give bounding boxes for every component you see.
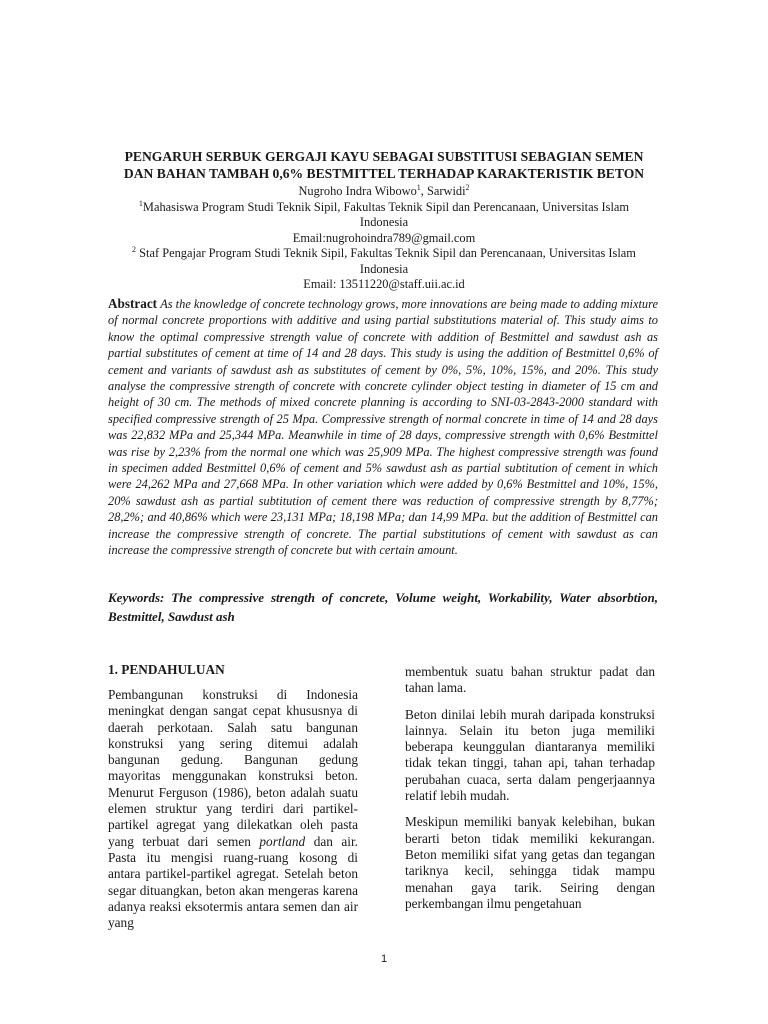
affiliation-2-text: Staf Pengajar Program Studi Teknik Sipil, Fakultas Teknik Sipil dan Perencanaan, Universitas Islam	[136, 246, 636, 260]
title-line-2: DAN BAHAN TAMBAH 0,6% BESTMITTEL TERHADAP KARAKTERISTIK BETON	[123, 166, 645, 181]
affiliation-2-country: Indonesia	[359, 261, 409, 276]
email-2: Email: 13511220@staff.uii.ac.id	[303, 277, 465, 291]
right-column	[405, 664, 655, 922]
intro-p1-italic: portland	[259, 833, 306, 849]
title-line-1: PENGARUH SERBUK GERGAJI KAYU SEBAGAI SUBSTITUSI SEBAGIAN SEMEN	[124, 149, 644, 164]
author-2-sup: 2	[465, 182, 470, 192]
affiliation-2	[96, 246, 672, 262]
left-column	[108, 662, 358, 939]
affiliation-1-sup: 1	[138, 198, 143, 208]
author-2: Sarwidi	[427, 184, 466, 198]
affiliation-1-text: Mahasiswa Program Studi Teknik Sipil, Fakultas Teknik Sipil dan Perencanaan, Universitas Islam	[142, 199, 630, 214]
author-1-sup: 1	[416, 182, 421, 192]
intro-paragraph-3: Meskipun memiliki banyak kelebihan, bukan berarti beton tidak memiliki kekurangan. Beton memiliki sifat yang getas dan tegangan tariknya kecil, sehingga tidak mampu menahan gaya tarik. Seiring dengan perkembangan ilmu pengetahuan	[405, 814, 655, 911]
page-number: 1	[380, 953, 388, 965]
affiliation-1-country: Indonesia	[359, 215, 409, 229]
intro-p1-part1: Pembangunan konstruksi di Indonesia meningkat dengan sangat cepat khususnya di daerah perkotaan. Salah satu bangunan konstruksi yang sering ditemui adalah bangunan gedung. Bangunan gedung mayoritas menggunakan konstruksi beton. Menurut Ferguson (1986), beton adalah suatu elemen struktur yang terdiri dari partikel-partikel agregat yang dilekatkan oleh pasta yang terbuat dari semen	[108, 687, 358, 849]
abstract-text: As the knowledge of concrete technology grows, more innovations are being made to adding mixture of normal concrete proportions with additive and using partial substitutions material of. This study aims to know the optimal compressive strength value of concrete with addition of Bestmittel and sawdust ash as partial substitutes of cement at time of 14 and 28 days. This study is using the addition of Bestmittel 0,6% of cement and variants of sawdust ash as substitutes of cement by 0%, 5%, 10%, 15%, and 20%. This study analyse the compressive strength of concrete with concrete cylinder object testing in diameter of 15 cm and height of 30 cm. The methods of mixed concrete planning is according to SNI-03-2843-2000 standard with specified compressive strength of 25 Mpa. Compressive strength of normal concrete in time of 14 and 28 days was 22,832 MPa and 25,344 MPa. Meanwhile in time of 28 days, compressive strength with 0,6% Bestmittel was rise by 2,23% from the normal one which was 25,909 MPa. The highest compressive strength was found in specimen added Bestmittel 0,6% of cement and 5% sawdust ash as partial subtitution of cement in which were 24,262 MPa and 27,668 MPa. In other variation which were added by 0,6% Bestmittel and 10%, 15%, 20% sawdust ash as partial subtitution of cement there was reduction of compressive strength by 8,77%; 28,2%; and 40,86% which were 23,131 MPa; 18,198 MPa; dan 14,99 MPa. but the addition of Bestmittel can increase the compressive strength of concrete. The partial substitutions of cement with sawdust as can increase the compressive strength of concrete but with certain amount.	[108, 297, 658, 558]
intro-paragraph-1	[108, 687, 358, 931]
intro-paragraph-1-cont: membentuk suatu bahan struktur padat dan tahan lama.	[405, 664, 655, 696]
author-separator: ,	[420, 184, 427, 198]
section-heading: 1. PENDAHULUAN	[108, 662, 225, 677]
abstract-label: Abstract	[108, 296, 158, 311]
author-names	[96, 184, 672, 200]
keywords: Keywords: The compressive strength of concrete, Volume weight, Workability, Water absorbtion, Bestmittel, Sawdust ash	[108, 590, 658, 624]
paper-title	[96, 148, 672, 182]
abstract	[108, 296, 658, 559]
intro-p1-part2: dan air. Pasta itu mengisi ruang-ruang kosong di antara partikel-partikel agregat. Setelah beton segar dituangkan, beton akan mengeras karena adanya reaksi eksotermis antara semen dan air yang	[108, 833, 359, 931]
author-block	[96, 184, 672, 293]
intro-paragraph-2: Beton dinilai lebih murah daripada konstruksi lainnya. Selain itu beton juga memiliki beberapa keunggulan diantaranya memiliki tidak tekan tinggi, tahan api, tahan terhadap perubahan cuaca, serta dalam pengerjaannya relatif lebih mudah.	[405, 706, 655, 804]
email-1: Email:nugrohoindra789@gmail.com	[292, 230, 476, 245]
affiliation-1	[96, 200, 672, 216]
affiliation-2-sup: 2	[132, 244, 137, 254]
author-1: Nugroho Indra Wibowo	[298, 184, 417, 198]
